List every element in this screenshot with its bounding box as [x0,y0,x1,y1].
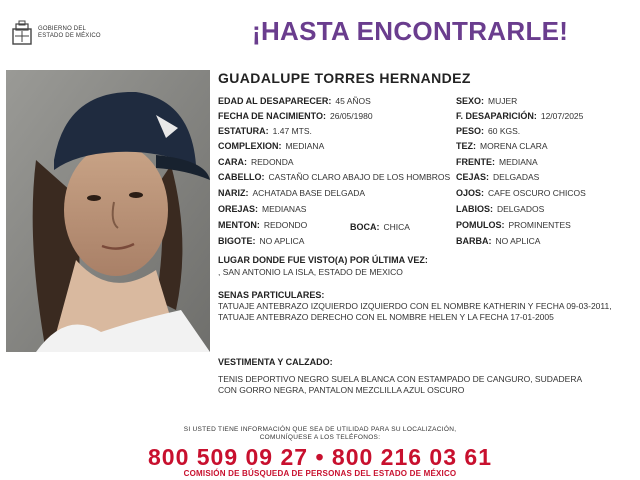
field-label: BARBA: [456,236,492,246]
field-tez [456,141,548,152]
field-peso [456,126,520,137]
field-label: OJOS: [456,188,485,198]
logo-text [38,26,101,40]
field-label: ESTATURA: [218,126,269,136]
field-label: POMULOS: [456,220,505,230]
field-label: CARA: [218,157,247,167]
field-value: 26/05/1980 [330,111,373,121]
field-frente [456,157,538,168]
field-value: MEDIANA [285,141,325,151]
field-value: MORENA CLARA [480,141,548,151]
field-label: CEJAS: [456,172,490,182]
state-seal-icon [10,20,34,46]
person-name: GUADALUPE TORRES HERNANDEZ [218,70,471,86]
field-value: DELGADAS [493,172,540,182]
last-seen-text: , SAN ANTONIO LA ISLA, ESTADO DE MEXICO [218,267,403,277]
field-value: PROMINENTES [508,220,571,230]
field-label: TEZ: [456,141,476,151]
state-government-logo [10,18,120,50]
footer-note-line-2: COMUNÍQUESE A LOS TELÉFONOS: [259,434,381,441]
field-label: F. DESAPARICIÓN: [456,111,537,121]
field-value: MEDIANA [499,157,538,167]
field-sexo [456,96,517,107]
person-photo [6,70,210,352]
field-nariz [218,188,365,199]
field-cabello [218,172,450,183]
field-edad [218,96,371,107]
field-value: CHICA [383,222,410,232]
clothing-text: TENIS DEPORTIVO NEGRO SUELA BLANCA CON ESTAMPADO DE CANGURO, SUDADERA CON GORRO NEGRA, PANTALON MEZCLILLA AZUL OSCURO [218,374,582,395]
phone-numbers: 800 509 09 27 • 800 216 03 61 [147,444,492,470]
field-desaparicion [456,111,583,122]
field-label: BOCA: [350,222,380,232]
field-value: 60 KGS. [488,126,521,136]
field-label: FECHA DE NACIMIENTO: [218,111,326,121]
field-label: COMPLEXION: [218,141,282,151]
field-cejas [456,172,539,183]
field-labios [456,204,544,215]
field-label: EDAD AL DESAPARECER: [218,96,332,106]
field-value: 1.47 MTS. [272,126,312,136]
field-orejas [218,204,306,215]
logo-line-2: ESTADO DE MÉXICO [38,33,101,39]
field-label: SEXO: [456,96,485,106]
field-boca [350,222,410,233]
field-value: DELGADOS [497,204,545,214]
field-barba [456,236,540,247]
field-value: ACHATADA BASE DELGADA [252,188,366,198]
field-complexion [218,141,324,152]
field-estatura [218,126,312,137]
field-label: LABIOS: [456,204,493,214]
field-value: REDONDO [263,220,308,230]
field-value: CAFE OSCURO CHICOS [488,188,586,198]
field-label: PESO: [456,126,485,136]
footer-note-line-1: SI USTED TIENE INFORMACIÓN QUE SEA DE UTILIDAD PARA SU LOCALIZACIÓN, [183,426,457,433]
field-label: BIGOTE: [218,236,256,246]
field-value: NO APLICA [495,236,541,246]
field-nacimiento [218,111,373,122]
marks-text: TATUAJE ANTEBRAZO IZQUIERDO IZQUIERDO CON EL NOMBRE KATHERIN Y FECHA 09-03-2011, TATUAJE ANTEBRAZO DERECHO CON EL NOMBRE HELEN Y LA FECHA 17-01-2005 [218,301,612,322]
field-value: CASTAÑO CLARO ABAJO DE LOS HOMBROS [268,172,451,182]
field-label: CABELLO: [218,172,265,182]
field-value: MUJER [488,96,518,106]
field-cara [218,157,294,168]
logo-line-1: GOBIERNO DEL [38,26,87,32]
field-label: OREJAS: [218,204,259,214]
field-value: REDONDA [251,157,294,167]
field-menton [218,220,307,231]
field-value: 12/07/2025 [540,111,584,121]
field-value: NO APLICA [259,236,305,246]
field-label: FRENTE: [456,157,495,167]
portrait-illustration [6,70,210,352]
field-pomulos [456,220,571,231]
commission-name: COMISIÓN DE BÚSQUEDA DE PERSONAS DEL ESTADO DE MÉXICO [183,469,457,478]
headline: ¡HASTA ENCONTRARLE! [252,16,569,46]
field-value: 45 AÑOS [335,96,371,106]
field-ojos [456,188,586,199]
last-seen-title: LUGAR DONDE FUE VISTO(A) POR ÚLTIMA VEZ: [218,255,428,265]
field-label: MENTON: [218,220,260,230]
field-bigote [218,236,304,247]
marks-title: SENAS PARTICULARES: [218,290,325,300]
clothing-title: VESTIMENTA Y CALZADO: [218,357,333,367]
field-value: MEDIANAS [262,204,307,214]
field-label: NARIZ: [218,188,249,198]
